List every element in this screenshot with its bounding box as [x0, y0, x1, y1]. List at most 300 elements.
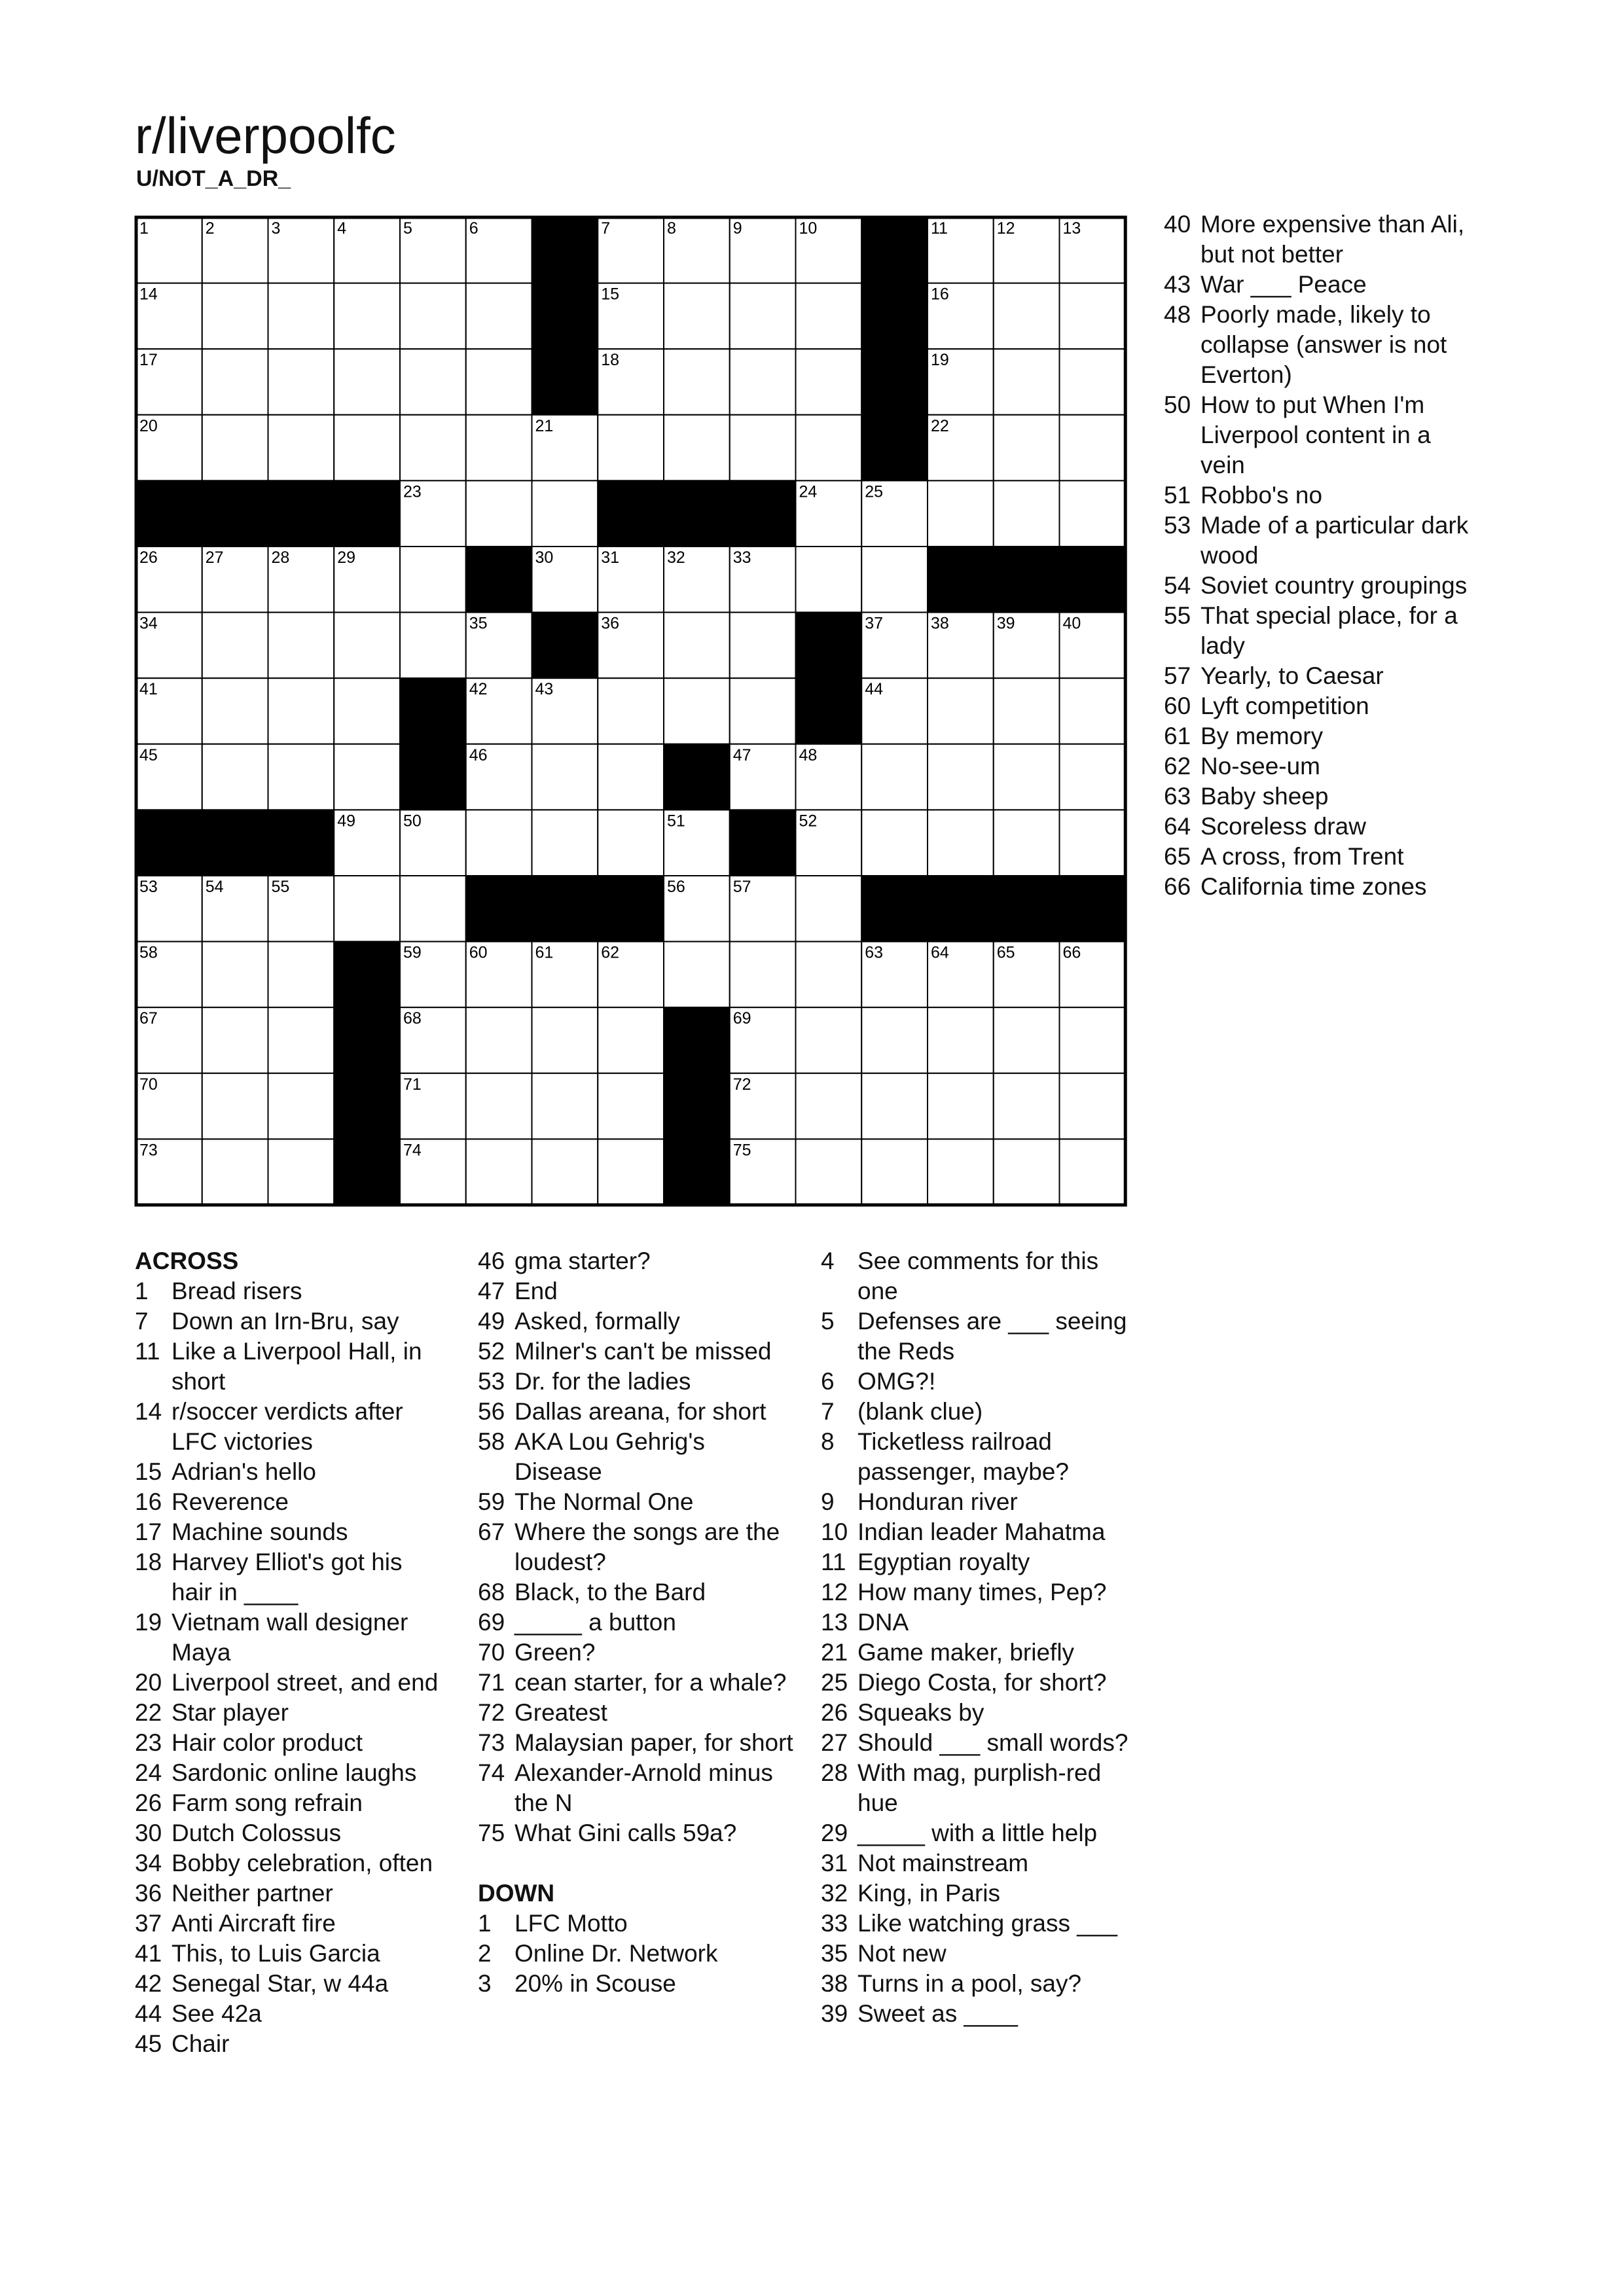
clue-text: Alexander-Arnold minus the N — [514, 1759, 773, 1816]
cell-number: 50 — [403, 812, 422, 831]
clue-text: Not new — [857, 1940, 947, 1967]
cell-number: 46 — [469, 745, 488, 764]
grid-cell[interactable] — [1060, 678, 1126, 744]
clue-text: Chair — [171, 2030, 230, 2057]
clue-item — [135, 1276, 449, 1306]
grid-cell[interactable] — [664, 678, 730, 744]
clue-text: Sweet as ____ — [857, 2000, 1018, 2027]
clue-column-1 — [135, 1246, 449, 2059]
grid-block — [861, 876, 928, 942]
clue-text: Green? — [514, 1639, 596, 1666]
grid-cell[interactable] — [664, 613, 730, 679]
clue-item — [135, 1758, 449, 1788]
cell-number: 18 — [601, 351, 620, 370]
clue-item — [135, 1698, 449, 1728]
clue-number: 38 — [821, 1970, 848, 1997]
grid-cell[interactable] — [664, 283, 730, 350]
clue-item — [478, 1577, 799, 1607]
clue-item — [821, 1547, 1128, 1577]
cell-number: 69 — [732, 1009, 751, 1028]
cell-number: 74 — [403, 1141, 422, 1160]
grid-cell[interactable] — [928, 744, 994, 810]
cell-number: 19 — [931, 351, 949, 370]
cell-number: 36 — [601, 614, 620, 633]
cell-number: 1 — [139, 219, 149, 238]
grid-block — [334, 480, 400, 547]
clue-number: 48 — [1164, 301, 1191, 328]
clue-text: Asked, formally — [514, 1308, 680, 1335]
grid-cell[interactable] — [268, 942, 334, 1008]
grid-cell[interactable] — [928, 1007, 994, 1073]
cell-number: 61 — [535, 943, 554, 962]
grid-block — [664, 1073, 730, 1139]
grid-cell[interactable] — [466, 480, 532, 547]
grid-cell[interactable] — [268, 415, 334, 481]
grid-block — [861, 217, 928, 283]
grid-cell[interactable] — [202, 613, 268, 679]
cell-number: 22 — [931, 416, 949, 435]
clue-number: 22 — [135, 1699, 162, 1726]
clue-number: 7 — [821, 1398, 835, 1425]
clue-item — [478, 1969, 799, 1999]
clue-item — [821, 1758, 1128, 1818]
clue-text: Soviet country groupings — [1200, 572, 1468, 599]
grid-cell[interactable] — [334, 876, 400, 942]
cell-number: 39 — [996, 614, 1015, 633]
clue-number: 7 — [135, 1308, 149, 1335]
grid-cell[interactable] — [400, 349, 466, 415]
grid-cell[interactable] — [1060, 1007, 1126, 1073]
grid-cell[interactable] — [664, 349, 730, 415]
clue-text: Squeaks by — [857, 1699, 984, 1726]
clue-item — [821, 1367, 1128, 1397]
grid-block — [136, 810, 202, 876]
clue-text: Hair color product — [171, 1729, 363, 1756]
clue-text: Made of a particular dark wood — [1200, 512, 1469, 569]
grid-block — [664, 480, 730, 547]
clue-number: 4 — [821, 1247, 835, 1274]
clue-text: Down an Irn-Bru, say — [171, 1308, 399, 1335]
clue-item — [1164, 480, 1471, 511]
grid-cell[interactable] — [928, 810, 994, 876]
clue-item — [135, 1848, 449, 1878]
grid-cell[interactable] — [928, 1139, 994, 1205]
clue-item — [821, 1878, 1128, 1909]
clue-item — [478, 1487, 799, 1517]
clue-text: Baby sheep — [1200, 783, 1329, 810]
clue-text: Milner's can't be missed — [514, 1338, 772, 1365]
clue-item — [135, 1457, 449, 1487]
grid-cell[interactable] — [730, 942, 796, 1008]
grid-cell[interactable] — [796, 547, 862, 613]
grid-cell[interactable] — [466, 1007, 532, 1073]
clue-text: This, to Luis Garcia — [171, 1940, 380, 1967]
clue-number: 25 — [821, 1669, 848, 1696]
grid-cell[interactable] — [334, 613, 400, 679]
grid-cell[interactable] — [796, 349, 862, 415]
grid-cell[interactable] — [796, 876, 862, 942]
grid-cell[interactable] — [202, 1139, 268, 1205]
grid-block — [334, 1007, 400, 1073]
clue-item — [1164, 691, 1471, 721]
cell-number: 66 — [1062, 943, 1081, 962]
grid-block — [334, 942, 400, 1008]
clue-number: 59 — [478, 1488, 505, 1515]
clue-item — [135, 1517, 449, 1547]
cell-number: 41 — [139, 680, 158, 699]
grid-cell[interactable] — [861, 547, 928, 613]
clue-column-2 — [478, 1246, 799, 1999]
grid-cell[interactable] — [796, 1139, 862, 1205]
cell-number: 4 — [337, 219, 347, 238]
grid-cell[interactable] — [861, 1139, 928, 1205]
grid-cell[interactable] — [202, 349, 268, 415]
grid-cell[interactable] — [268, 1073, 334, 1139]
cell-number: 43 — [535, 680, 554, 699]
cell-number: 42 — [469, 680, 488, 699]
clue-item — [821, 1427, 1128, 1487]
clue-item — [135, 2029, 449, 2059]
cell-number: 38 — [931, 614, 949, 633]
clue-text: Game maker, briefly — [857, 1639, 1075, 1666]
grid-block — [532, 283, 598, 350]
clue-number: 53 — [478, 1368, 505, 1395]
grid-cell[interactable] — [1060, 810, 1126, 876]
clue-number: 26 — [821, 1699, 848, 1726]
cell-number: 53 — [139, 878, 158, 896]
grid-cell[interactable] — [796, 283, 862, 350]
grid-cell[interactable] — [994, 1073, 1060, 1139]
clue-number: 68 — [478, 1579, 505, 1605]
cell-number: 24 — [799, 482, 818, 501]
cell-number: 25 — [865, 482, 884, 501]
grid-cell[interactable] — [861, 1073, 928, 1139]
grid-cell[interactable] — [861, 1007, 928, 1073]
clue-number: 28 — [821, 1759, 848, 1786]
grid-cell[interactable] — [664, 415, 730, 481]
cell-number: 68 — [403, 1009, 422, 1028]
cell-number: 44 — [865, 680, 884, 699]
grid-cell[interactable] — [730, 415, 796, 481]
grid-cell[interactable] — [466, 283, 532, 350]
clue-number: 29 — [821, 1820, 848, 1846]
clue-number: 11 — [135, 1338, 160, 1365]
grid-block — [796, 613, 862, 679]
clue-number: 34 — [135, 1850, 162, 1876]
cell-number: 60 — [469, 943, 488, 962]
grid-cell[interactable] — [1060, 1073, 1126, 1139]
grid-cell[interactable] — [730, 678, 796, 744]
clue-item — [478, 1367, 799, 1397]
clue-number: 64 — [1164, 813, 1191, 840]
grid-cell[interactable] — [466, 415, 532, 481]
clue-number: 50 — [1164, 391, 1191, 418]
clue-text: Machine sounds — [171, 1518, 348, 1545]
clue-number: 21 — [821, 1639, 848, 1666]
clue-item — [135, 1547, 449, 1607]
grid-cell[interactable] — [334, 744, 400, 810]
clue-number: 13 — [821, 1609, 848, 1636]
grid-cell[interactable] — [598, 678, 664, 744]
grid-cell[interactable] — [532, 1073, 598, 1139]
clue-number: 16 — [135, 1488, 162, 1515]
clue-number: 27 — [821, 1729, 848, 1756]
clue-number: 39 — [821, 2000, 848, 2027]
clue-text: _____ a button — [514, 1609, 676, 1636]
cell-number: 56 — [667, 878, 685, 896]
grid-cell[interactable] — [1060, 283, 1126, 350]
cell-number: 32 — [667, 548, 685, 567]
clue-item — [821, 1487, 1128, 1517]
grid-cell[interactable] — [598, 1073, 664, 1139]
clue-number: 70 — [478, 1639, 505, 1666]
clue-item — [1164, 601, 1471, 661]
grid-cell[interactable] — [466, 810, 532, 876]
clue-text: Poorly made, likely to collapse (answer is not Everton) — [1200, 301, 1447, 388]
clue-number: 60 — [1164, 692, 1191, 719]
grid-cell[interactable] — [400, 283, 466, 350]
clue-text: Sardonic online laughs — [171, 1759, 417, 1786]
clue-item — [821, 1939, 1128, 1969]
grid-cell[interactable] — [994, 678, 1060, 744]
cell-number: 3 — [271, 219, 281, 238]
grid-cell[interactable] — [334, 349, 400, 415]
clue-number: 58 — [478, 1428, 505, 1455]
grid-cell[interactable] — [796, 1073, 862, 1139]
grid-cell[interactable] — [796, 942, 862, 1008]
grid-block — [861, 349, 928, 415]
grid-cell[interactable] — [1060, 744, 1126, 810]
clue-number: 11 — [821, 1549, 846, 1575]
clue-text: Should ___ small words? — [857, 1729, 1128, 1756]
clue-text: Bobby celebration, often — [171, 1850, 433, 1876]
clue-number: 20 — [135, 1669, 162, 1696]
grid-cell[interactable] — [1060, 1139, 1126, 1205]
grid-cell[interactable] — [532, 480, 598, 547]
clue-number: 57 — [1164, 662, 1191, 689]
grid-block — [861, 415, 928, 481]
grid-cell[interactable] — [466, 1139, 532, 1205]
grid-cell[interactable] — [730, 349, 796, 415]
grid-block — [730, 810, 796, 876]
grid-cell[interactable] — [994, 810, 1060, 876]
clue-item — [478, 1698, 799, 1728]
grid-cell[interactable] — [334, 415, 400, 481]
clue-item — [135, 1999, 449, 2029]
grid-cell[interactable] — [861, 744, 928, 810]
clue-text: Scoreless draw — [1200, 813, 1366, 840]
cell-number: 28 — [271, 548, 290, 567]
cell-number: 9 — [732, 219, 742, 238]
cell-number: 5 — [403, 219, 412, 238]
clue-text: Dallas areana, for short — [514, 1398, 767, 1425]
grid-cell[interactable] — [994, 1139, 1060, 1205]
clue-number: 8 — [821, 1428, 835, 1455]
cell-number: 20 — [139, 416, 158, 435]
grid-cell[interactable] — [994, 480, 1060, 547]
grid-cell[interactable] — [202, 1007, 268, 1073]
grid-cell[interactable] — [994, 415, 1060, 481]
grid-block — [1060, 547, 1126, 613]
grid-cell[interactable] — [730, 283, 796, 350]
clue-number: 40 — [1164, 211, 1191, 238]
clue-number: 37 — [135, 1910, 162, 1937]
clue-text: Reverence — [171, 1488, 289, 1515]
grid-cell[interactable] — [1060, 415, 1126, 481]
clue-item — [821, 1698, 1128, 1728]
grid-cell[interactable] — [202, 744, 268, 810]
clue-number: 2 — [478, 1940, 492, 1967]
grid-block — [532, 876, 598, 942]
grid-cell[interactable] — [202, 942, 268, 1008]
cell-number: 71 — [403, 1075, 422, 1094]
clue-number: 53 — [1164, 512, 1191, 539]
clue-text: Greatest — [514, 1699, 607, 1726]
clue-text: California time zones — [1200, 873, 1427, 900]
clue-item — [1164, 661, 1471, 691]
clue-text: Turns in a pool, say? — [857, 1970, 1082, 1997]
grid-cell[interactable] — [202, 1073, 268, 1139]
clue-text: Malaysian paper, for short — [514, 1729, 793, 1756]
clue-item — [478, 1246, 799, 1276]
grid-cell[interactable] — [532, 810, 598, 876]
grid-cell[interactable] — [1060, 480, 1126, 547]
grid-cell[interactable] — [861, 810, 928, 876]
grid-cell[interactable] — [796, 1007, 862, 1073]
grid-block — [928, 547, 994, 613]
cell-number: 27 — [205, 548, 224, 567]
cell-number: 30 — [535, 548, 554, 567]
grid-cell[interactable] — [268, 1139, 334, 1205]
clue-text: More expensive than Ali, but not better — [1200, 211, 1465, 268]
clue-number: 33 — [821, 1910, 848, 1937]
clue-column-4 — [1164, 209, 1471, 902]
clue-item — [478, 1728, 799, 1758]
grid-cell[interactable] — [268, 744, 334, 810]
grid-cell[interactable] — [796, 415, 862, 481]
grid-cell[interactable] — [400, 547, 466, 613]
grid-cell[interactable] — [928, 678, 994, 744]
grid-block — [532, 217, 598, 283]
clue-text: Dr. for the ladies — [514, 1368, 691, 1395]
grid-cell[interactable] — [598, 415, 664, 481]
grid-cell[interactable] — [268, 678, 334, 744]
grid-cell[interactable] — [466, 349, 532, 415]
grid-cell[interactable] — [334, 678, 400, 744]
clue-text: DNA — [857, 1609, 909, 1636]
cell-number: 34 — [139, 614, 158, 633]
cell-number: 45 — [139, 745, 158, 764]
cell-number: 48 — [799, 745, 818, 764]
grid-cell[interactable] — [598, 810, 664, 876]
clue-text: OMG?! — [857, 1368, 936, 1395]
grid-cell[interactable] — [928, 1073, 994, 1139]
clue-item — [821, 1306, 1128, 1367]
clue-item — [478, 1818, 799, 1848]
clue-number: 31 — [821, 1850, 848, 1876]
grid-block — [466, 876, 532, 942]
cell-number: 40 — [1062, 614, 1081, 633]
clue-number: 1 — [478, 1910, 492, 1937]
grid-cell[interactable] — [400, 876, 466, 942]
clue-item — [1164, 390, 1471, 480]
cell-number: 54 — [205, 878, 224, 896]
clue-text: Senegal Star, w 44a — [171, 1970, 389, 1997]
grid-cell[interactable] — [928, 480, 994, 547]
clue-number: 47 — [478, 1278, 505, 1304]
grid-block — [202, 480, 268, 547]
clue-number: 75 — [478, 1820, 505, 1846]
grid-cell[interactable] — [268, 349, 334, 415]
grid-cell[interactable] — [598, 744, 664, 810]
clue-text: Online Dr. Network — [514, 1940, 718, 1967]
grid-cell[interactable] — [400, 613, 466, 679]
grid-cell[interactable] — [1060, 349, 1126, 415]
clue-item — [1164, 781, 1471, 812]
clue-item — [135, 1969, 449, 1999]
down-heading: DOWN — [478, 1880, 555, 1907]
grid-block — [598, 876, 664, 942]
clue-item — [135, 1818, 449, 1848]
clue-item — [135, 1336, 449, 1397]
grid-block — [136, 480, 202, 547]
grid-cell[interactable] — [994, 744, 1060, 810]
grid-cell[interactable] — [664, 942, 730, 1008]
clue-number: 44 — [135, 2000, 162, 2027]
cell-number: 52 — [799, 812, 818, 831]
grid-cell[interactable] — [532, 1139, 598, 1205]
grid-cell[interactable] — [598, 1007, 664, 1073]
grid-cell[interactable] — [268, 613, 334, 679]
grid-block — [466, 547, 532, 613]
clue-text: _____ with a little help — [857, 1820, 1098, 1846]
grid-block — [796, 678, 862, 744]
grid-cell[interactable] — [730, 613, 796, 679]
cell-number: 21 — [535, 416, 554, 435]
grid-cell[interactable] — [202, 678, 268, 744]
clue-text: Diego Costa, for short? — [857, 1669, 1107, 1696]
clue-text: What Gini calls 59a? — [514, 1820, 737, 1846]
clue-number: 61 — [1164, 723, 1191, 749]
clue-text: Lyft competition — [1200, 692, 1369, 719]
clue-text: r/soccer verdicts after LFC victories — [171, 1398, 403, 1455]
clue-item — [1164, 721, 1471, 751]
grid-cell[interactable] — [994, 283, 1060, 350]
grid-cell[interactable] — [532, 1007, 598, 1073]
clue-number: 65 — [1164, 843, 1191, 870]
grid-cell[interactable] — [466, 1073, 532, 1139]
grid-cell[interactable] — [994, 1007, 1060, 1073]
grid-cell[interactable] — [400, 415, 466, 481]
clue-item — [1164, 571, 1471, 601]
grid-block — [664, 1139, 730, 1205]
clue-number: 6 — [821, 1368, 835, 1395]
grid-cell[interactable] — [598, 1139, 664, 1205]
clue-item — [821, 1517, 1128, 1547]
clue-number: 72 — [478, 1699, 505, 1726]
clue-number: 52 — [478, 1338, 505, 1365]
grid-cell[interactable] — [202, 283, 268, 350]
grid-cell[interactable] — [268, 283, 334, 350]
clue-column-3 — [821, 1246, 1128, 2029]
cell-number: 67 — [139, 1009, 158, 1028]
grid-cell[interactable] — [994, 349, 1060, 415]
grid-cell[interactable] — [334, 283, 400, 350]
grid-cell[interactable] — [202, 415, 268, 481]
grid-cell[interactable] — [532, 744, 598, 810]
clue-item — [478, 1909, 799, 1939]
grid-cell[interactable] — [268, 1007, 334, 1073]
